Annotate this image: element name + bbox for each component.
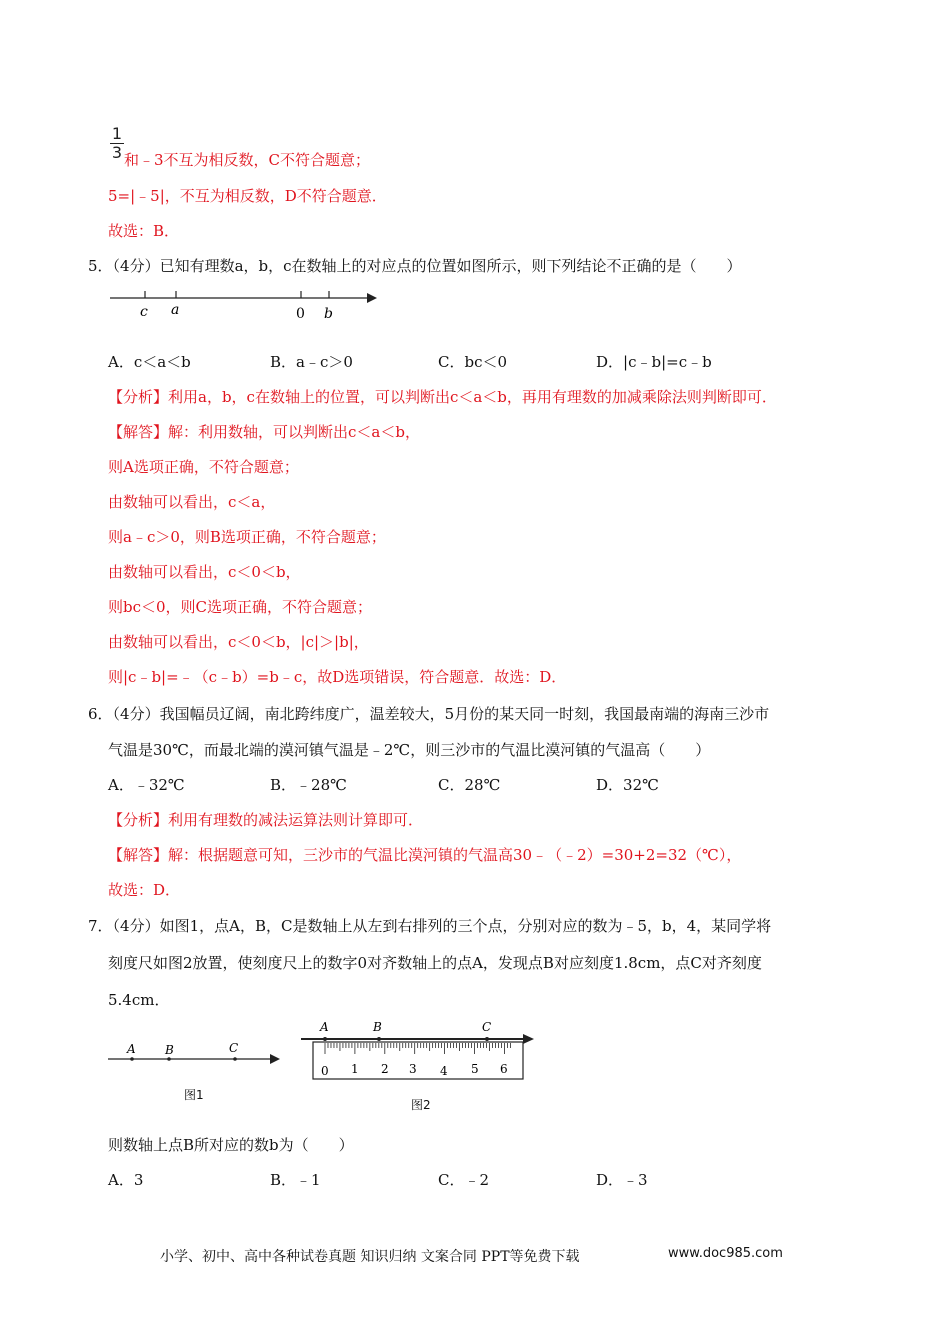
fig2-axis-arrow: [523, 1034, 534, 1044]
fig1-point-c: [233, 1057, 237, 1061]
fig1-point-a: [130, 1057, 134, 1061]
page-footer: [160, 1246, 783, 1266]
fig1-point-b: [167, 1057, 171, 1061]
q5-label-a: a: [171, 302, 180, 318]
q6-option-a: A．﹣32℃: [108, 776, 185, 794]
q5-solution-4: 则a﹣c＞0，则B选项正确，不符合题意；: [108, 528, 386, 546]
q5-option-c: C．bc＜0: [438, 353, 508, 371]
q5-solution-1: 【解答】解：利用数轴，可以判断出c＜a＜b，: [108, 423, 420, 441]
q5-solution-3: 由数轴可以看出，c＜a，: [108, 493, 276, 511]
fraction-denominator: 3: [111, 143, 123, 162]
fig1-axis-arrow: [270, 1054, 280, 1064]
footer-site-link[interactable]: www.doc985.com: [668, 1246, 783, 1261]
prev-answer: 故选：B．: [108, 222, 180, 240]
q6-stem-line-2: 气温是30℃，而最北端的漠河镇气温是﹣2℃，则三沙市的气温比漠河镇的气温高（ ）: [108, 741, 711, 759]
q6-option-c: C．28℃: [438, 776, 501, 794]
fraction-one-third: [110, 126, 124, 161]
q5-label-0: 0: [296, 306, 305, 322]
ruler-num-5: 5: [471, 1062, 479, 1076]
fig1-caption: 图1: [184, 1088, 204, 1102]
ruler-num-2: 2: [381, 1062, 389, 1076]
q5-option-a: A．c＜a＜b: [108, 353, 191, 371]
q6-stem-line-1: 6．（4分）我国幅员辽阔，南北跨纬度广，温差较大，5月份的某天同一时刻，我国最南端的海南三沙市: [88, 705, 770, 723]
ruler-num-4: 4: [440, 1064, 448, 1078]
fig1-label-c: C: [229, 1041, 239, 1055]
q7-option-d: D．﹣3: [596, 1171, 648, 1189]
q5-option-d: D．|c﹣b|=c﹣b: [596, 353, 712, 371]
q6-answer: 故选：D．: [108, 881, 181, 899]
fig2-point-c: [485, 1037, 489, 1041]
fig2-label-b: B: [373, 1020, 382, 1034]
q5-label-b: b: [324, 306, 333, 322]
q5-number-line: [105, 288, 385, 324]
ruler-num-3: 3: [409, 1062, 417, 1076]
q5-option-b: B．a﹣c＞0: [270, 353, 353, 371]
fig2-caption: 图2: [411, 1098, 431, 1112]
fig2-label-a: A: [320, 1020, 329, 1034]
q7-stem-line-3: 5.4cm．: [108, 991, 170, 1009]
q6-solution: 【解答】解：根据题意可知，三沙市的气温比漠河镇的气温高30﹣（﹣2）=30+2=32（℃），: [108, 846, 742, 864]
q7-option-c: C．﹣2: [438, 1171, 490, 1189]
prev-line-1: 和﹣3不互为相反数，C不符合题意；: [124, 151, 371, 169]
prev-line-2: 5=|﹣5|，不互为相反数，D不符合题意．: [108, 187, 387, 205]
q7-question: 则数轴上点B所对应的数b为（ ）: [108, 1136, 354, 1154]
q5-solution-7: 由数轴可以看出，c＜0＜b，|c|＞|b|，: [108, 633, 369, 651]
q5-stem: 5．（4分）已知有理数a，b，c在数轴上的对应点的位置如图所示，则下列结论不正确的是（ ）: [88, 257, 742, 275]
fig2-point-a: [323, 1037, 327, 1041]
footer-text: 小学、初中、高中各种试卷真题 知识归纳 文案合同 PPT等免费下载: [160, 1249, 580, 1265]
q7-figure-1: [105, 1038, 285, 1068]
q5-analysis: 【分析】利用a，b，c在数轴上的位置，可以判断出c＜a＜b，再用有理数的加减乘除法则判断即可．: [108, 388, 777, 406]
q6-option-b: B．﹣28℃: [270, 776, 347, 794]
q6-analysis: 【分析】利用有理数的减法运算法则计算即可．: [108, 811, 424, 829]
q5-axis-arrow: [367, 293, 377, 303]
q5-label-c: c: [140, 304, 148, 320]
ruler-num-1: 1: [351, 1062, 359, 1076]
q5-solution-5: 由数轴可以看出，c＜0＜b，: [108, 563, 301, 581]
fig1-label-b: B: [165, 1043, 174, 1057]
ruler-num-6: 6: [500, 1062, 508, 1076]
q7-figure-2: [298, 1018, 538, 1084]
fig2-point-b: [377, 1037, 381, 1041]
fraction-numerator: 1: [111, 124, 123, 143]
q5-solution-6: 则bc＜0，则C选项正确，不符合题意；: [108, 598, 373, 616]
ruler-num-0: 0: [321, 1064, 329, 1078]
q7-stem-line-2: 刻度尺如图2放置，使刻度尺上的数字0对齐数轴上的点A，发现点B对应刻度1.8cm，点C对齐刻度: [108, 954, 762, 972]
q5-solution-8: 则|c﹣b|=﹣（c﹣b）=b﹣c，故D选项错误，符合题意．故选：D．: [108, 668, 567, 686]
fig2-label-c: C: [482, 1020, 492, 1034]
q5-solution-2: 则A选项正确，不符合题意；: [108, 458, 299, 476]
q7-option-b: B．﹣1: [270, 1171, 321, 1189]
q6-option-d: D．32℃: [596, 776, 659, 794]
q7-stem-line-1: 7．（4分）如图1，点A，B，C是数轴上从左到右排列的三个点，分别对应的数为﹣5，b，4，某同学将: [88, 917, 772, 935]
q7-option-a: A．3: [108, 1171, 144, 1189]
fig1-label-a: A: [127, 1042, 136, 1056]
